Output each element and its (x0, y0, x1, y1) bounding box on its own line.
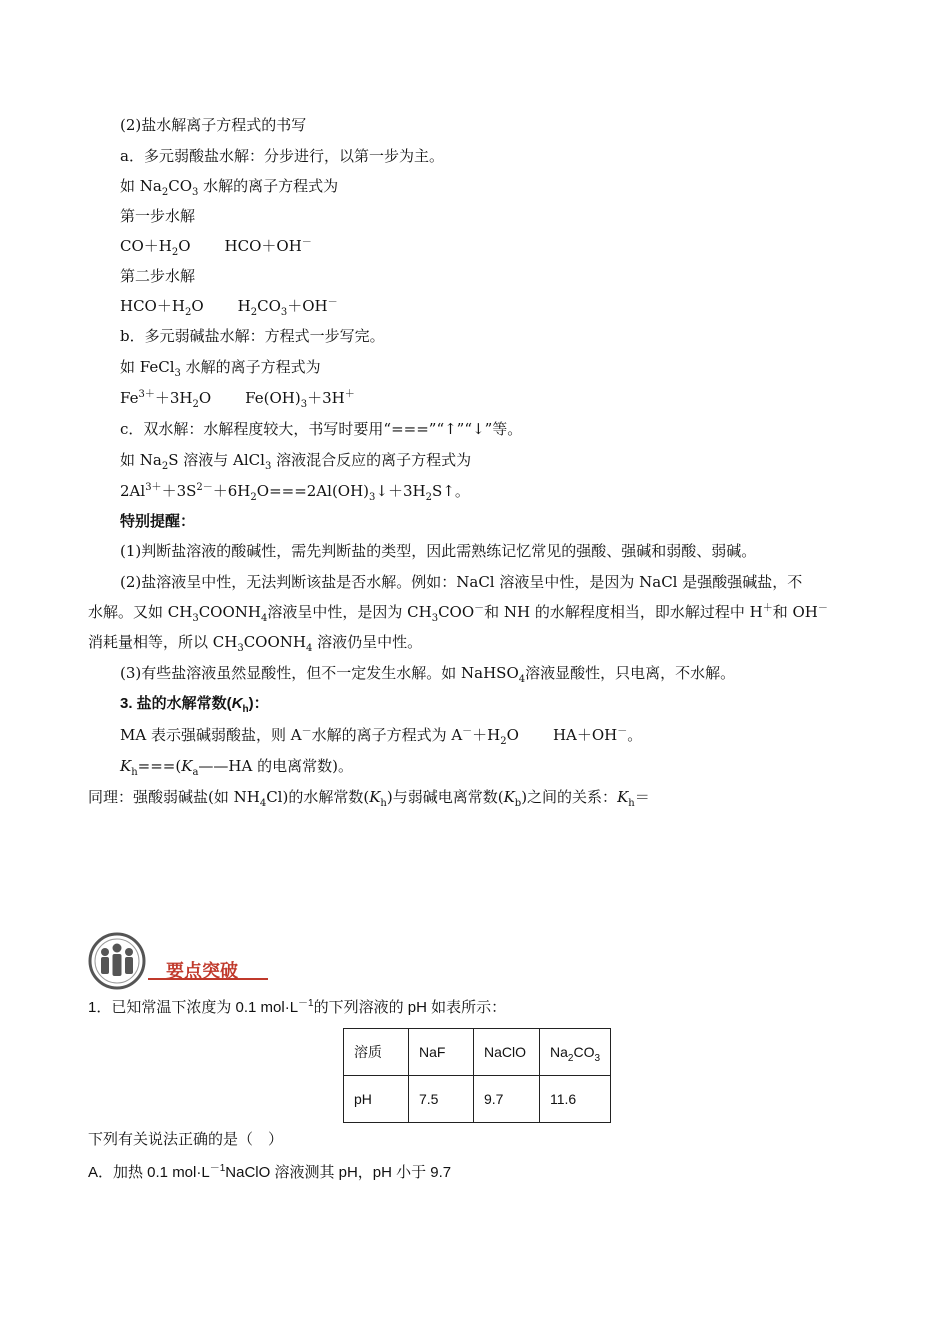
table-row (344, 1029, 611, 1076)
subheading-hydrolysis-equations: (2)盐水解离子方程式的书写 (120, 116, 307, 134)
subheading-hydrolysis-constant: 3. 盐的水解常数$(K_h)$： (120, 695, 269, 715)
text-line: c．双水解：水解程度较大，书写时要用“===”“↑”“↓”等。 (120, 420, 523, 438)
table-header-cell: NaF (409, 1029, 474, 1076)
equation-line: $K_h===(K_a——HA$ 的电离常数)。 (120, 757, 353, 778)
text-line: 同理：强酸弱碱盐(如 $NH_4Cl$)的水解常数$(K_h)$与弱碱电离常数$(K_b)$之间的关系：$K_h=$ (88, 788, 650, 809)
equation-line: $CO+H_2O$ HCO＋OH－ (120, 237, 312, 258)
text-line: a．多元弱酸盐水解：分步进行，以第一步为主。 (120, 147, 444, 165)
table-cell: 9.7 (474, 1076, 540, 1123)
equation-line: MA 表示强碱弱酸盐，则 A－水解的离子方程式为 $A^-+H_2O$ HA＋OH－。 (120, 726, 643, 747)
text-line: 第一步水解 (120, 207, 196, 225)
ph-table (343, 1028, 611, 1123)
option-a: A．加热 0.1 $mol\cdot L^{-1}NaClO$ 溶液测其 pH，pH 小于 9.7 (88, 1163, 452, 1181)
special-note-heading: 特别提醒： (120, 513, 196, 530)
section-header (88, 932, 258, 992)
text-line: 第二步水解 (120, 267, 196, 285)
text-line: (3)有些盐溶液虽然显酸性，但不一定发生水解。如 NaHSO$_4$溶液显酸性，只电离，不水解。 (120, 664, 736, 685)
equation-line: $HCO+H_2O$ $H_2CO_3+OH^-$ (120, 297, 338, 318)
section-title: 要点突破 (166, 961, 238, 982)
text-line: 水解。又如 $CH_3COONH_4$溶液呈中性，是因为 $CH_3COO^-$和 NH 的水解程度相当，即水解过程中 H＋和 OH－ (88, 603, 828, 624)
text-line: 如 FeCl$_3$ 水解的离子方程式为 (120, 358, 321, 379)
table-row (344, 1076, 611, 1123)
table-header-cell: NaClO (474, 1029, 540, 1076)
text-line: (1)判断盐溶液的酸碱性，需先判断盐的类型，因此需熟练记忆常见的强酸、强碱和弱酸、弱碱。 (120, 542, 757, 560)
equation-line: $Fe^{3+}+3H_2O$ $Fe(OH)_3+3H^+$ (120, 389, 355, 410)
question-prompt: 下列有关说法正确的是（ ） (88, 1130, 284, 1148)
text-line: 消耗量相等，所以 $CH_3COONH_4$ 溶液仍呈中性。 (88, 633, 423, 654)
text-line: 如 $Na_2S$ 溶液与 AlCl$_3$ 溶液混合反应的离子方程式为 (120, 451, 472, 472)
question-stem: 1．已知常温下浓度为 0.1 $mol\cdot L^{-1}$的下列溶液的 pH 如表所示： (88, 998, 507, 1016)
table-header-cell-na2co3: $Na_2CO_3$ (540, 1029, 611, 1076)
table-cell: 11.6 (540, 1076, 611, 1123)
table-cell: pH (344, 1076, 409, 1123)
text-line: b．多元弱碱盐水解：方程式一步写完。 (120, 327, 385, 345)
table-header-cell: 溶质 (344, 1029, 409, 1076)
text-line: (2)盐溶液呈中性，无法判断该盐是否水解。例如：NaCl 溶液呈中性，是因为 NaCl 是强酸强碱盐，不 (120, 573, 803, 591)
text-line: 如 $Na_2CO_3$ 水解的离子方程式为 (120, 177, 339, 198)
table-cell: 7.5 (409, 1076, 474, 1123)
equation-line: $2Al^{3+}+3S^{2-}+6H_2O===2Al(OH)_3↓+3H_2S↑$。 (120, 482, 470, 503)
people-group-icon (88, 932, 150, 990)
